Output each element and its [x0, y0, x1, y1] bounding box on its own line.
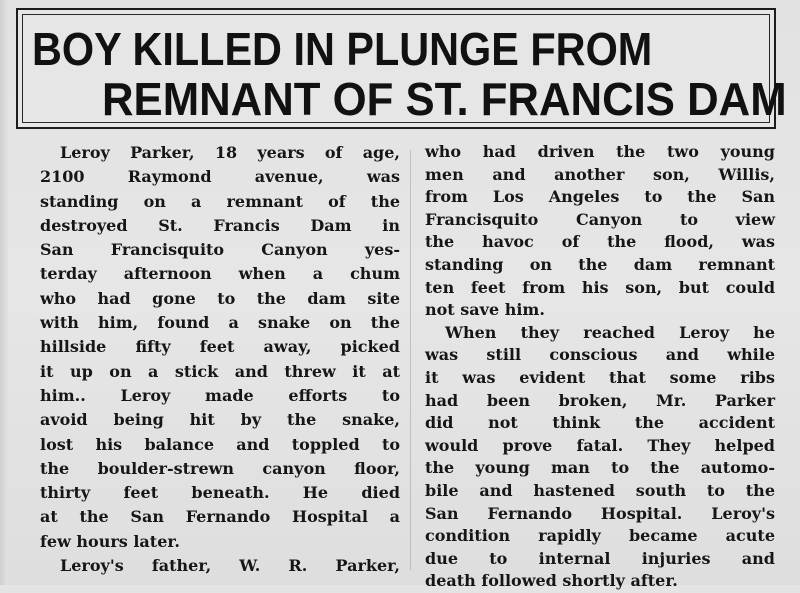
article-line: with him, found a snake on the: [40, 313, 400, 333]
article-line: the boulder-strewn canyon floor,: [40, 458, 400, 478]
column-divider: [410, 150, 411, 570]
article-line: terday afternoon when a chum: [40, 264, 400, 284]
article-line: Leroy's father, W. R. Parker,: [60, 556, 400, 576]
article-line: not save him.: [425, 300, 545, 320]
article-line: it up on a stick and threw it at: [40, 361, 400, 381]
article-line: destroyed St. Francis Dam in: [40, 215, 400, 235]
article-line: bile and hastened south to the: [425, 480, 775, 500]
article-line: 2100 Raymond avenue, was: [40, 167, 400, 187]
article-line: had been broken, Mr. Parker: [425, 390, 775, 410]
article-line: When they reached Leroy he: [445, 322, 775, 342]
article-line: San Fernando Hospital. Leroy's: [425, 503, 775, 523]
article-line: San Francisquito Canyon yes-: [40, 240, 400, 260]
article-line: who had driven the two young: [425, 142, 775, 161]
headline-box: [16, 8, 787, 129]
article-line: condition rapidly became acute: [425, 526, 775, 546]
article-column-left: [40, 141, 400, 578]
article-line: few hours later.: [40, 531, 180, 551]
article-line: ten feet from his son, but could: [425, 277, 775, 297]
article-line: the havoc of the flood, was: [425, 232, 775, 252]
article-line: it was evident that some ribs: [425, 367, 775, 387]
article-line: would prove fatal. They helped: [425, 435, 775, 455]
article-line: hillside fifty feet away, picked: [40, 337, 400, 357]
article-line: avoid being hit by the snake,: [40, 410, 400, 430]
article-line: men and another son, Willis,: [425, 164, 775, 184]
article-line: standing on a remnant of the: [40, 191, 400, 211]
page-edge-shadow: [0, 0, 8, 585]
article-line: was still conscious and while: [425, 345, 775, 365]
article-line: him.. Leroy made efforts to: [40, 385, 400, 405]
article-line: who had gone to the dam site: [40, 288, 400, 308]
article-line: Francisquito Canyon to view: [425, 209, 775, 229]
article-line: thirty feet beneath. He died: [40, 483, 400, 503]
headline-line-1: BOY KILLED IN PLUNGE FROM: [32, 23, 653, 75]
article-line: lost his balance and toppled to: [40, 434, 400, 454]
article-line: standing on the dam remnant: [425, 254, 775, 274]
article-line: the young man to the automo-: [425, 458, 775, 478]
article-line: due to internal injuries and: [425, 548, 775, 568]
article-line: Leroy Parker, 18 years of age,: [60, 143, 400, 162]
article-line: death followed shortly after.: [425, 571, 678, 591]
article-line: at the San Fernando Hospital a: [40, 507, 400, 527]
article-line: from Los Angeles to the San: [425, 187, 775, 207]
article-column-right: [425, 141, 775, 593]
article-line: did not think the accident: [425, 413, 775, 433]
headline-line-2: REMNANT OF ST. FRANCIS DAM: [102, 73, 787, 125]
